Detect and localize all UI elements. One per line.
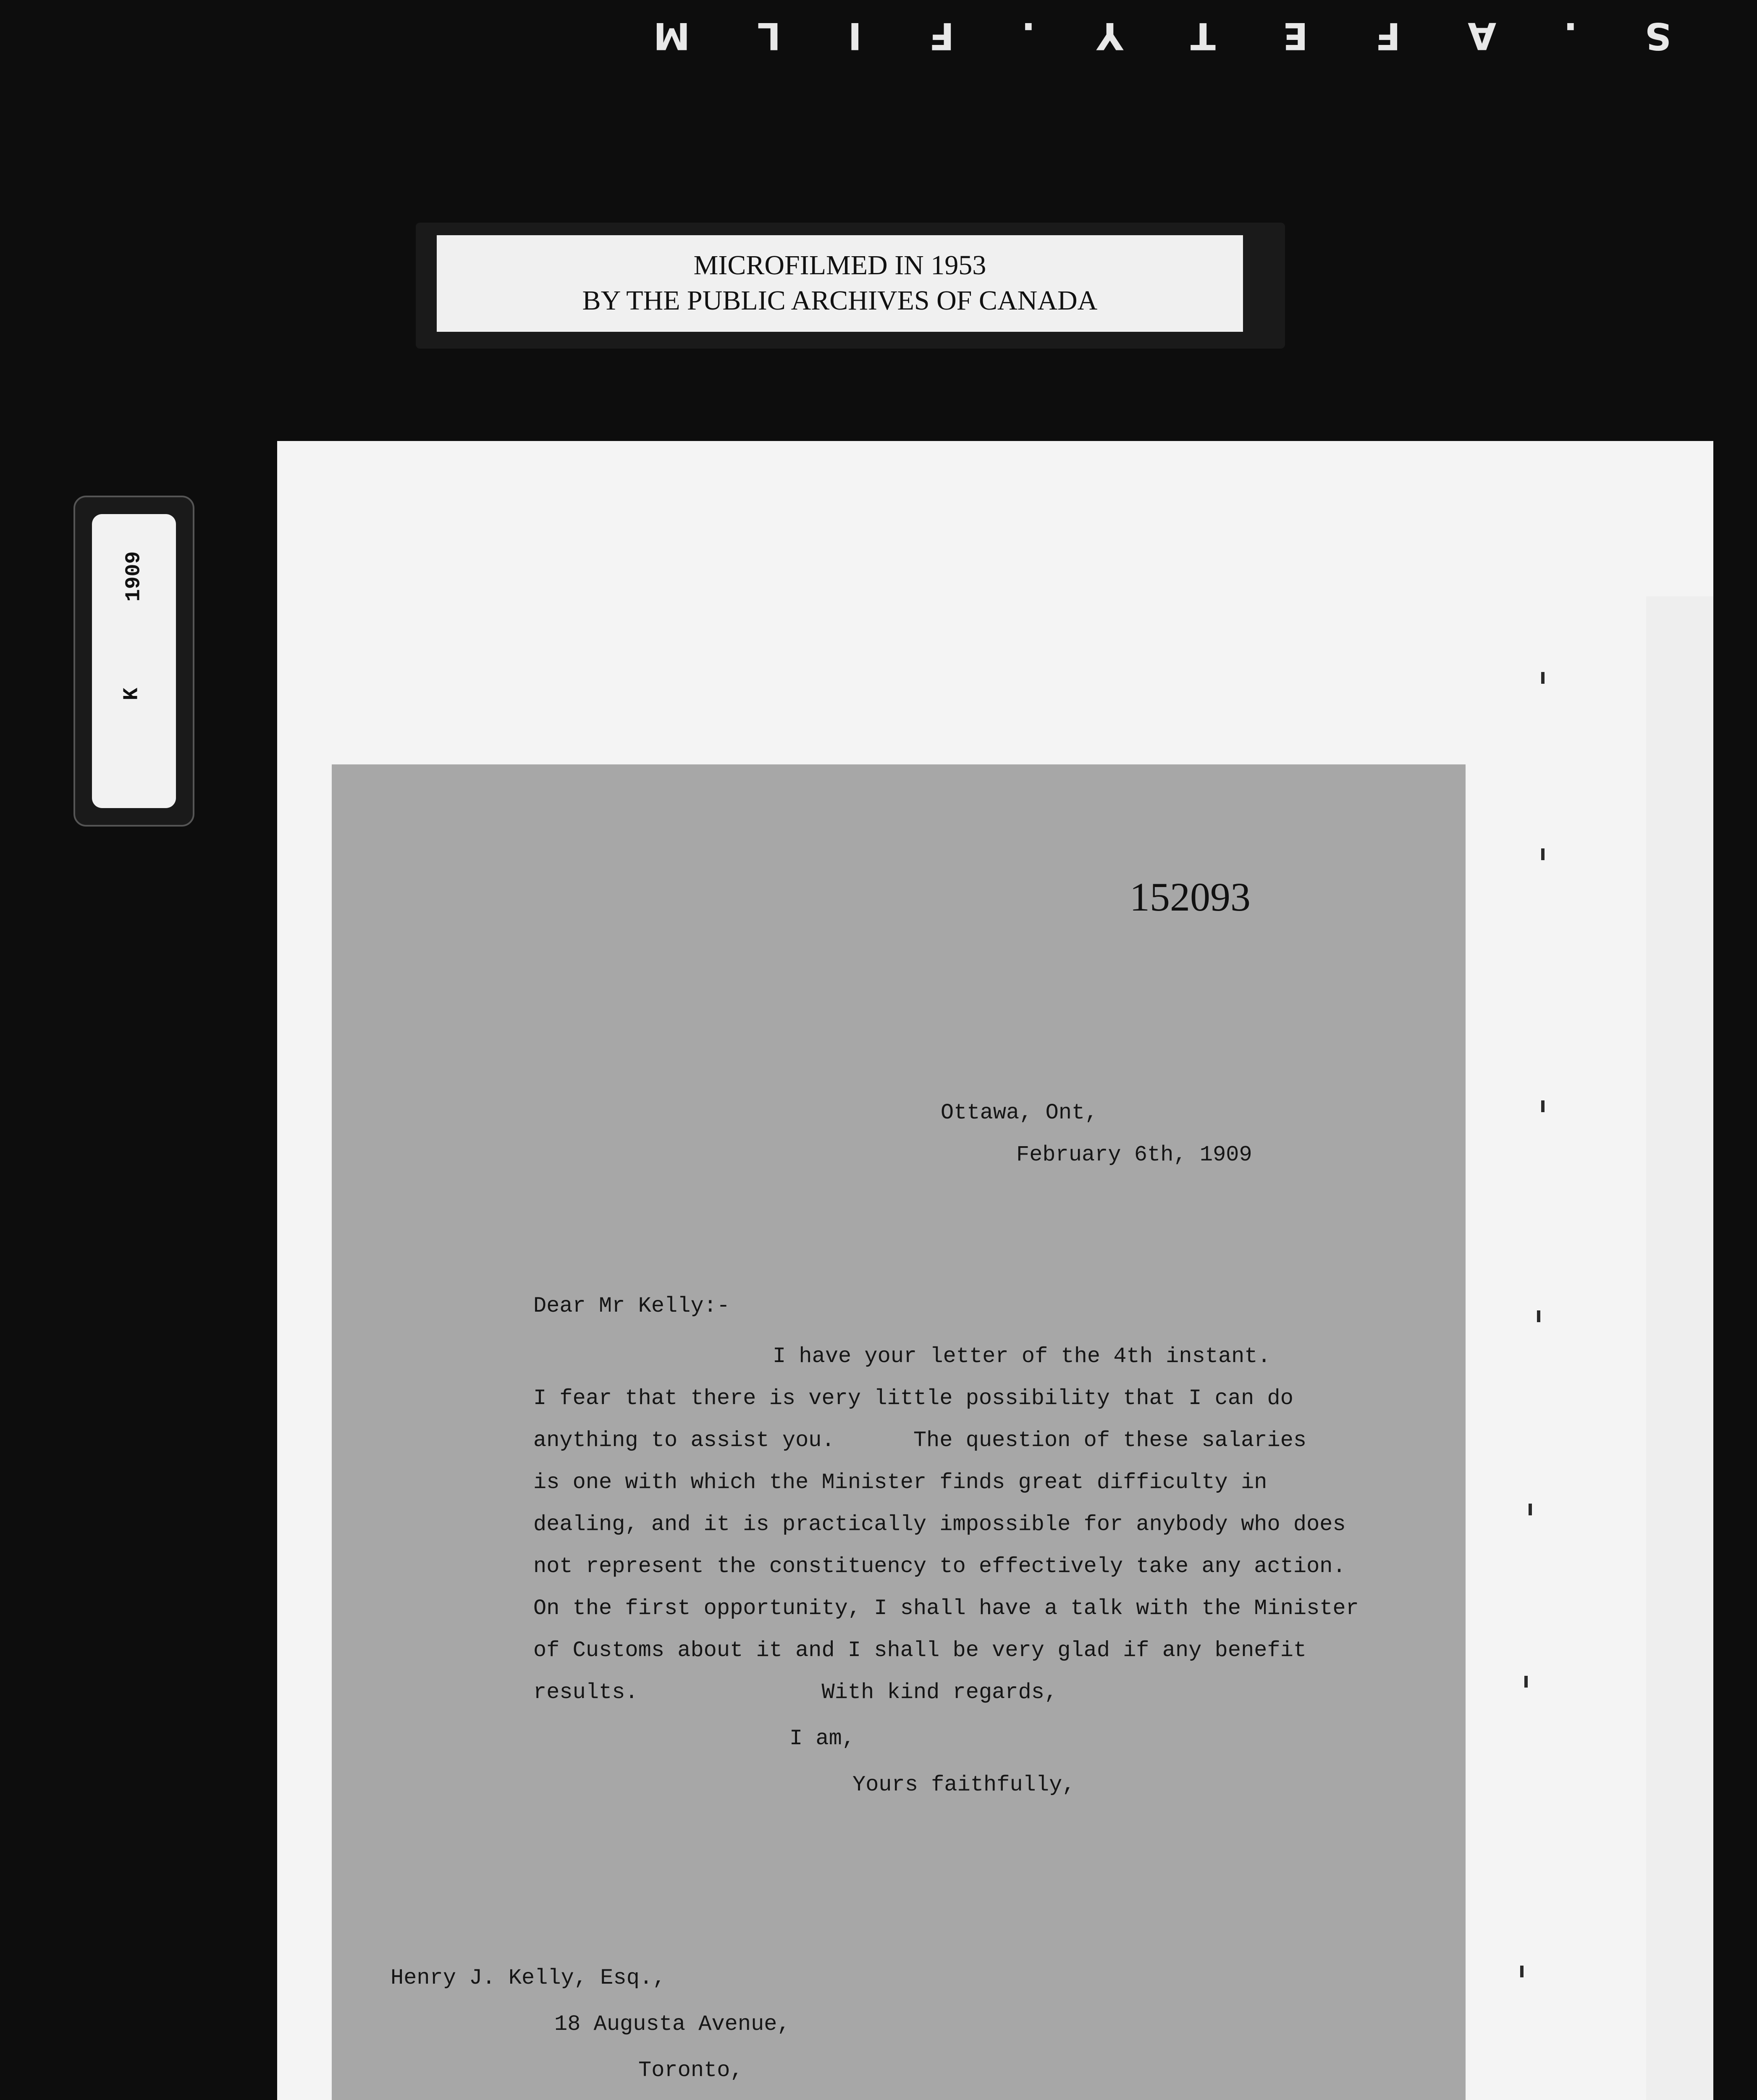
letter-date: February 6th, 1909 <box>1016 1142 1252 1167</box>
margin-mark <box>1524 1676 1528 1688</box>
sheet-edge <box>1646 596 1713 2100</box>
letter-body-line: results. With kind regards, <box>533 1680 1058 1705</box>
archive-label-line2: BY THE PUBLIC ARCHIVES OF CANADA <box>582 285 1098 316</box>
reel-tag-year: 1909 <box>122 551 146 602</box>
letter-body-line: is one with which the Minister finds great difficulty in <box>533 1470 1267 1495</box>
letter-body-line: dealing, and it is practically impossible for anybody who does <box>533 1512 1346 1537</box>
archive-label <box>416 223 1285 349</box>
archive-label-card <box>437 235 1243 332</box>
margin-mark <box>1520 1966 1524 1977</box>
margin-mark <box>1529 1504 1532 1515</box>
archive-label-line1: MICROFILMED IN 1953 <box>693 250 986 281</box>
letter-closing-signoff: Yours faithfully, <box>852 1772 1075 1797</box>
margin-mark <box>1541 672 1545 684</box>
letter-body-line: I fear that there is very little possibility that I can do <box>533 1386 1293 1411</box>
reel-tag-letter: K <box>120 688 144 701</box>
margin-mark <box>1537 1310 1540 1322</box>
addressee-street: 18 Augusta Avenue, <box>554 2012 790 2037</box>
letter-body-line: On the first opportunity, I shall have a talk with the Minister <box>533 1596 1359 1621</box>
letter-body-line: anything to assist you. The question of these salaries <box>533 1428 1307 1453</box>
letter-body-line: I have your letter of the 4th instant. <box>773 1344 1271 1369</box>
margin-mark <box>1541 848 1545 860</box>
letter-body-line: of Customs about it and I shall be very glad if any benefit <box>533 1638 1307 1663</box>
letter-place: Ottawa, Ont, <box>941 1100 1098 1125</box>
letter-salutation: Dear Mr Kelly:- <box>533 1294 730 1318</box>
letter-body-line: not represent the constituency to effectively take any action. <box>533 1554 1346 1579</box>
reel-tag-card <box>92 514 176 808</box>
margin-mark <box>1541 1100 1545 1112</box>
reel-tag <box>73 496 194 827</box>
addressee-city: Toronto, <box>638 2058 743 2083</box>
document-number: 152093 <box>1130 874 1251 919</box>
film-edge-print: S.AFETY.FILM <box>586 14 1671 58</box>
letter-closing: I am, <box>789 1726 855 1751</box>
addressee-name: Henry J. Kelly, Esq., <box>391 1966 666 1990</box>
